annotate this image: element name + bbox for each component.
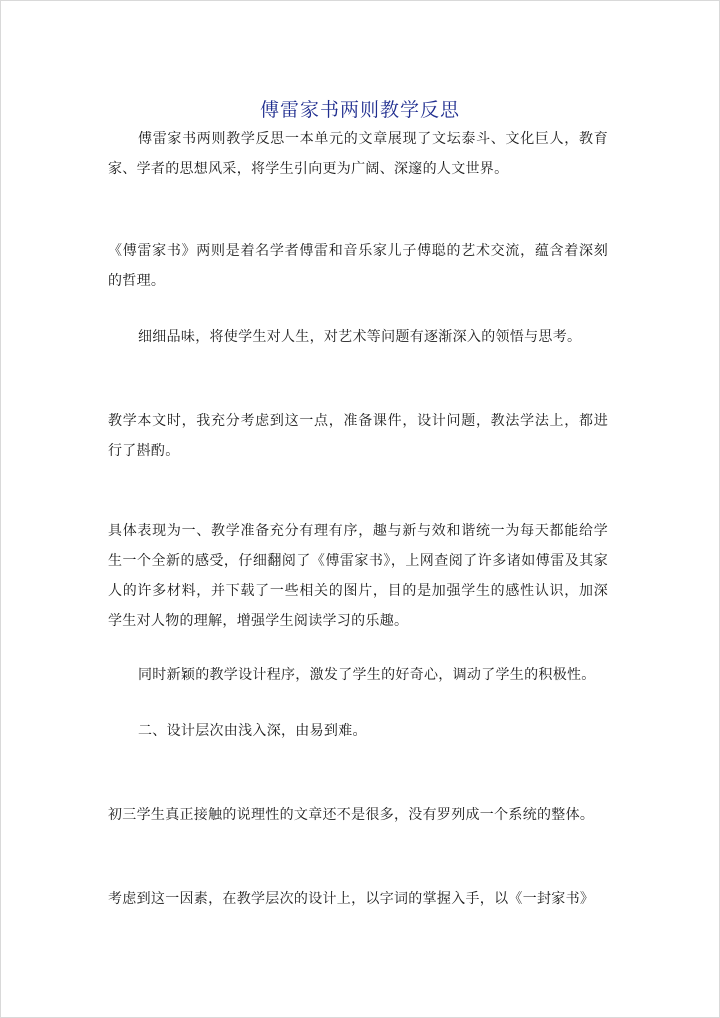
paragraph-8: 初三学生真正接触的说理性的文章还不是很多，没有罗列成一个系统的整体。 xyxy=(108,807,595,823)
document-title: 傅雷家书两则教学反思 xyxy=(259,99,460,121)
paragraph-5: 具体表现为一、教学准备充分有理有序，趣与新与效和谐统一为每天都能给学生一个全新的感受，仔细翻阅了《傅雷家书》，上网查阅了许多诸如傅雷及其家人的许多材料，并下载了一些相关的图片，目的是加强学生的感性认识，加深学生对人物的理解，增强学生阅读学习的乐趣。 xyxy=(108,523,608,629)
paragraph-7: 二、设计层次由浅入深，由易到难。 xyxy=(138,723,367,739)
paragraph-6: 同时新颖的教学设计程序，激发了学生的好奇心，调动了学生的积极性。 xyxy=(138,667,596,683)
paragraph-4: 教学本文时，我充分考虑到这一点，准备课件，设计问题，教法学法上，都进行了斟酌。 xyxy=(108,413,608,459)
paragraph-1: 傅雷家书两则教学反思一本单元的文章展现了文坛泰斗、文化巨人，教育家、学者的思想风采，将学生引向更为广阔、深邃的人文世界。 xyxy=(108,131,608,177)
paragraph-9: 考虑到这一因素，在教学层次的设计上，以字词的掌握入手，以《一封家书》 xyxy=(108,891,595,907)
paragraph-3: 细细品味，将使学生对人生，对艺术等问题有逐渐深入的领悟与思考。 xyxy=(138,329,582,345)
paragraph-2: 《傅雷家书》两则是着名学者傅雷和音乐家儿子傅聪的艺术交流，蕴含着深刻的哲理。 xyxy=(108,243,608,289)
